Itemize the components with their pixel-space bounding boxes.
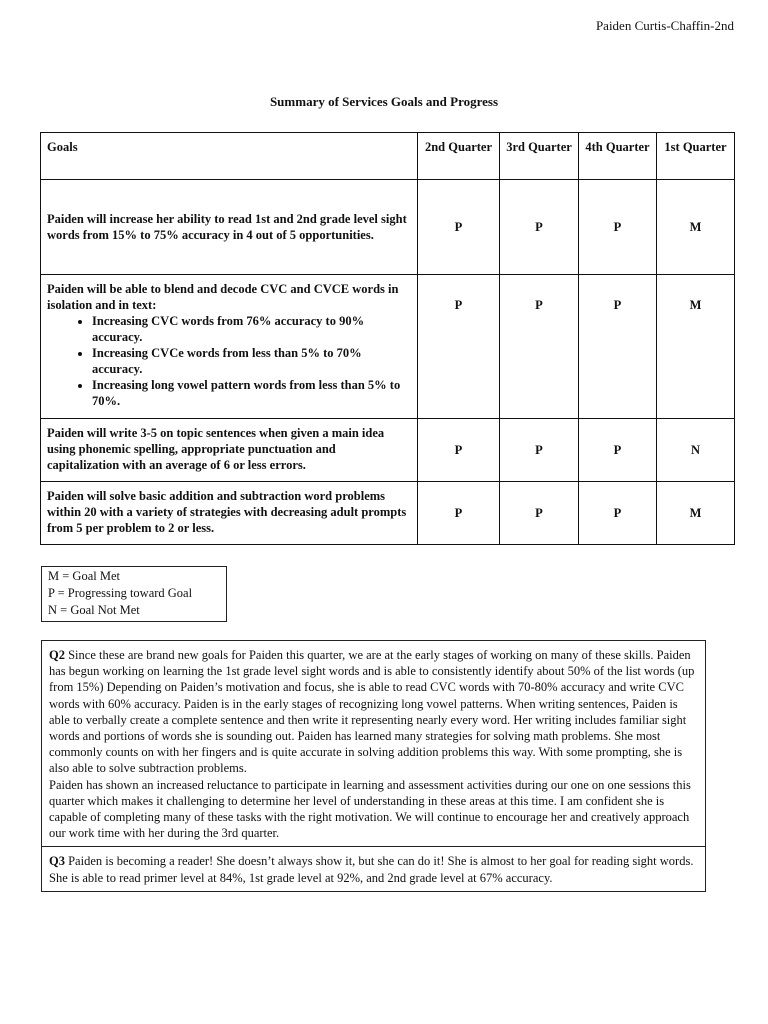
q3-status: P: [500, 482, 579, 545]
legend-met: M = Goal Met: [48, 569, 120, 583]
q2-label: Q2: [49, 648, 65, 662]
q4-column-header: 4th Quarter: [579, 133, 657, 180]
q2-status: P: [418, 419, 500, 482]
goal-text: Paiden will write 3-5 on topic sentences when given a main idea using phonemic spelling, appropriate punctuation and capitalization with an average of 6 or less errors.: [47, 426, 385, 472]
q4-status: P: [579, 180, 657, 275]
student-name-header: Paiden Curtis-Chaffin-2nd: [595, 18, 734, 33]
q2-note-paragraph-2: Paiden has shown an increased reluctance to participate in learning and assessment activities during our one on one sessions this quarter which makes it challenging to determine her level of understanding in these areas at this time. I am confident she is capable of completing many of these tasks with the right motivation. We will continue to encourage her and creatively approach our work time with her during the 3rd quarter.: [49, 777, 691, 841]
table-row: [41, 180, 735, 275]
status-legend: [41, 566, 227, 622]
q2-column-header: 2nd Quarter: [418, 133, 500, 180]
goals-progress-table: [40, 132, 735, 545]
q2-status: P: [418, 275, 500, 419]
goal-bullet-list: [47, 313, 411, 409]
q3-note-paragraph-1: [49, 853, 698, 885]
q1-column-header: 1st Quarter: [657, 133, 735, 180]
q1-status: M: [657, 275, 735, 419]
q2-note: [42, 641, 705, 846]
goal-bullet: • Increasing CVCe words from less than 5% to 70% accuracy.: [92, 345, 411, 377]
q1-status: N: [657, 419, 735, 482]
q2-note-paragraph-1: [49, 647, 698, 777]
q3-note-text: Paiden is becoming a reader! She doesn’t always show it, but she can do it! She is almost to her goal for reading sight words. She is able to read primer level at 84%, 1st grade level at 92%, and 2nd grade level at 67% accuracy.: [49, 854, 694, 885]
goal-cell: [41, 482, 418, 545]
table-row: [41, 482, 735, 545]
legend-not-met: N = Goal Not Met: [48, 603, 140, 617]
goal-text: Paiden will be able to blend and decode CVC and CVCE words in isolation and in text:: [47, 282, 399, 312]
quarter-notes-box: [41, 640, 706, 892]
q3-column-header: 3rd Quarter: [500, 133, 579, 180]
goals-column-header: Goals: [41, 133, 418, 180]
q2-status: P: [418, 482, 500, 545]
q3-status: P: [500, 275, 579, 419]
q1-status: M: [657, 482, 735, 545]
goal-cell: [41, 180, 418, 275]
table-header-row: [41, 133, 735, 180]
q3-label: Q3: [49, 854, 65, 869]
q4-status: P: [579, 275, 657, 419]
legend-progressing: P = Progressing toward Goal: [48, 586, 193, 600]
q3-status: P: [500, 419, 579, 482]
q3-note: [42, 846, 705, 890]
q2-status: P: [418, 180, 500, 275]
goal-cell: [41, 419, 418, 482]
document-title: Summary of Services Goals and Progress: [269, 94, 499, 109]
q1-status: M: [657, 180, 735, 275]
table-row: [41, 419, 735, 482]
q3-status: P: [500, 180, 579, 275]
goal-bullet: • Increasing long vowel pattern words from less than 5% to 70%.: [92, 377, 411, 409]
q2-note-text: Since these are brand new goals for Paiden this quarter, we are at the early stages of working on many of these skills. Paiden has begun working on learning the 1st grade level sight words and is able to consistently identify about 50% of the list words (up from 15%) Depending on Paiden’s motivation and focus, she is able to read CVC words with 70-80% accuracy and write CVC words with 60% accuracy. Paiden is in the early stages of recognizing long vowel patterns. When writing sentences, Paiden is able to verbally create a complete sentence and then write it representing nearly every word. Her writing includes familiar sight words and portions of words she is sounding out. Paiden has learned many strategies for solving math problems. She most commonly counts on with her fingers and is quite accurate in solving addition problems this way. With some prompting, she is also able to solve subtraction problems.: [49, 648, 695, 776]
goal-text: Paiden will solve basic addition and subtraction word problems within 20 with a variety of strategies with decreasing adult prompts from 5 per problem to 2 or less.: [47, 489, 407, 535]
q4-status: P: [579, 482, 657, 545]
goal-text: Paiden will increase her ability to read 1st and 2nd grade level sight words from 15% to 75% accuracy in 4 out of 5 opportunities.: [47, 212, 407, 242]
goal-cell: [41, 275, 418, 419]
goal-bullet: • Increasing CVC words from 76% accuracy to 90% accuracy.: [92, 313, 411, 345]
q4-status: P: [579, 419, 657, 482]
table-row: [41, 275, 735, 419]
